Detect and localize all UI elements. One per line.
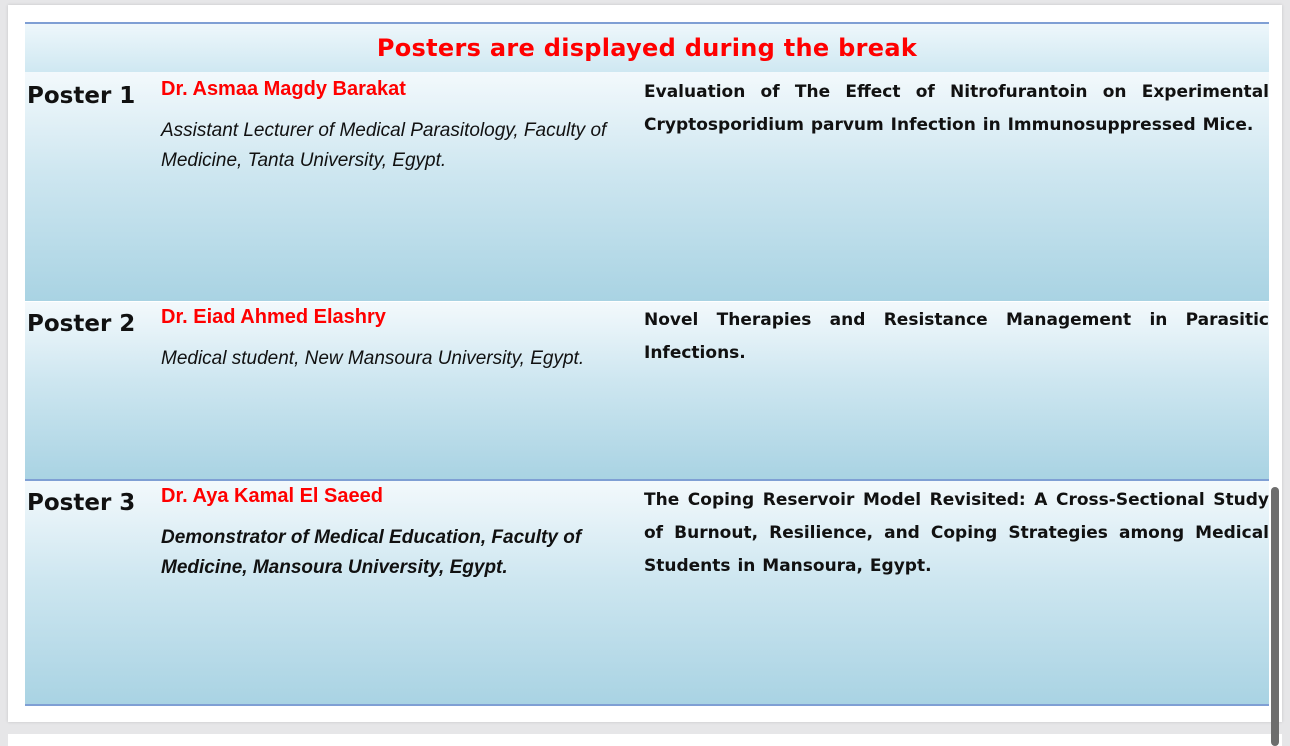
poster-row-1 [25,72,1269,301]
author-affiliation: Demonstrator of Medical Education, Faculty of Medicine, Mansoura University, Egypt. [161,527,582,578]
next-slide-edge [8,734,1282,746]
schedule-header [25,24,1269,72]
schedule-title: Posters are displayed during the break [376,34,918,62]
poster-row-3 [25,481,1269,704]
poster-title: Novel Therapies and Resistance Management in Parasitic Infections. [644,310,1269,363]
author-name: Dr. Aya Kamal El Saeed [161,485,383,507]
poster-schedule [25,22,1269,707]
vertical-scrollbar[interactable] [1271,487,1279,746]
author-affiliation: Assistant Lecturer of Medical Parasitology, Faculty of Medicine, Tanta University, Egypt. [161,120,607,171]
bottom-rule [25,704,1269,706]
poster-title: The Coping Reservoir Model Revisited: A Cross-Sectional Study of Burnout, Resilience, and Coping Strategies among Medical Students in Mansoura, Egypt. [644,490,1269,576]
author-affiliation: Medical student, New Mansoura University, Egypt. [161,348,585,369]
poster-row-2 [25,302,1269,479]
author-name: Dr. Eiad Ahmed Elashry [161,306,386,328]
poster-label: Poster 2 [27,311,136,337]
poster-title: Evaluation of The Effect of Nitrofurantoin on Experimental Cryptosporidium parvum Infection in Immunosuppressed Mice. [644,82,1269,135]
poster-label: Poster 3 [27,490,136,516]
poster-label: Poster 1 [27,83,136,109]
author-name: Dr. Asmaa Magdy Barakat [161,78,406,100]
slide [8,5,1282,722]
